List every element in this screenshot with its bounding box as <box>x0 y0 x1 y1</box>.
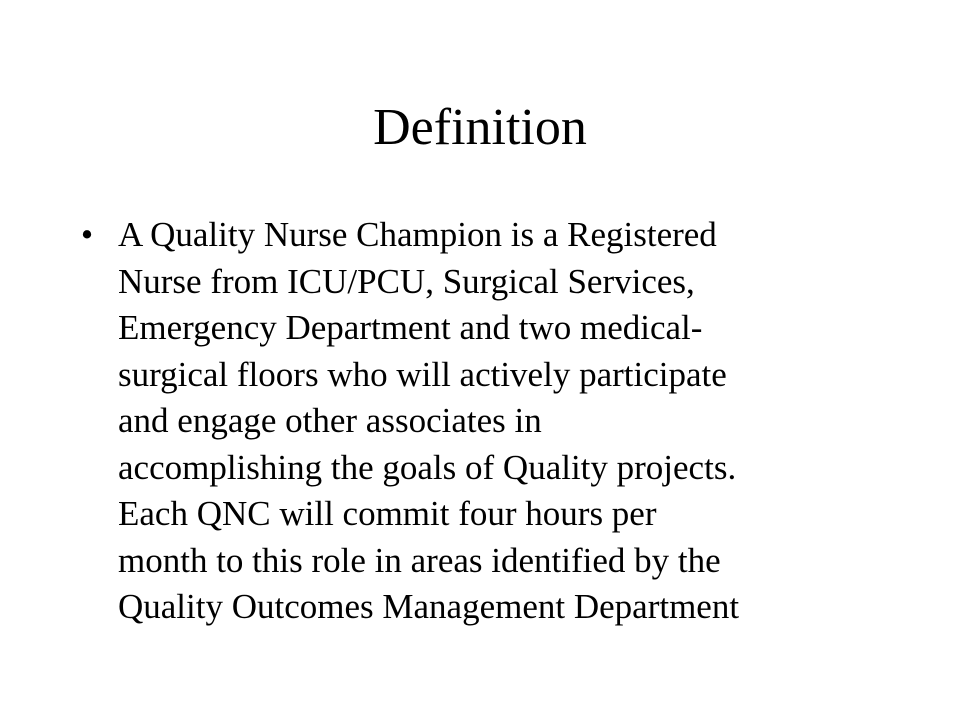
bullet-text-line: Nurse from ICU/PCU, Surgical Services, <box>118 261 695 301</box>
bullet-dot-icon: • <box>80 215 94 254</box>
bullet-item <box>72 212 892 631</box>
bullet-text-line: Quality Outcomes Management Department <box>118 587 740 626</box>
bullet-text-line: and engage other associates in <box>118 401 542 440</box>
bullet-text-line: surgical floors who will actively participate <box>118 354 727 394</box>
bullet-text-line: A Quality Nurse Champion is a Registered <box>118 215 717 254</box>
bullet-text-line: month to this role in areas identified by the <box>118 540 721 580</box>
bullet-text-line: Emergency Department and two medical- <box>118 308 703 347</box>
bullet-list <box>72 212 892 631</box>
bullet-text-line: accomplishing the goals of Quality projects. <box>118 447 737 487</box>
bullet-text-line: Each QNC will commit four hours per <box>118 494 657 533</box>
slide-title: Definition <box>373 99 587 156</box>
